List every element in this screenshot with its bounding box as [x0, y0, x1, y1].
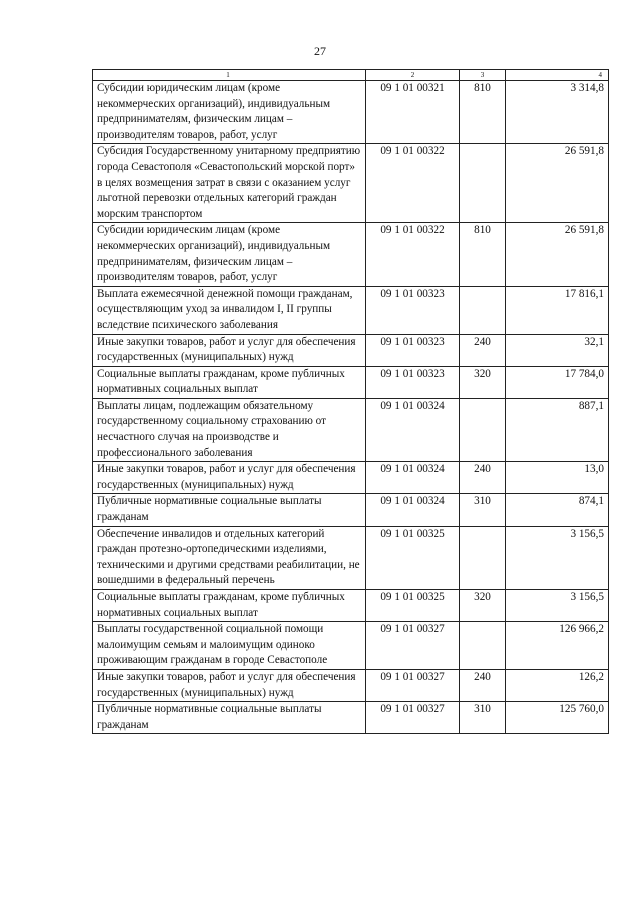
amount: 26 591,8 — [506, 144, 609, 223]
target-code: 09 1 01 00322 — [366, 144, 460, 223]
table-row — [93, 398, 609, 461]
expense-name: Публичные нормативные социальные выплаты гражданам — [93, 702, 366, 734]
expense-type: 320 — [460, 590, 506, 622]
amount: 125 760,0 — [506, 702, 609, 734]
table-row — [93, 334, 609, 366]
table-row — [93, 462, 609, 494]
target-code: 09 1 01 00321 — [366, 81, 460, 144]
target-code: 09 1 01 00323 — [366, 366, 460, 398]
expense-type — [460, 526, 506, 589]
expense-type: 320 — [460, 366, 506, 398]
table-row — [93, 622, 609, 670]
expense-type: 240 — [460, 669, 506, 701]
header-col-3: 3 — [460, 70, 506, 81]
amount: 26 591,8 — [506, 223, 609, 286]
amount: 13,0 — [506, 462, 609, 494]
expense-name: Выплата ежемесячной денежной помощи гражданам, осуществляющим уход за инвалидом I, II группы вследствие психического заболевания — [93, 286, 366, 334]
table-row — [93, 526, 609, 589]
header-col-1: 1 — [93, 70, 366, 81]
expense-name: Публичные нормативные социальные выплаты гражданам — [93, 494, 366, 526]
expense-name: Иные закупки товаров, работ и услуг для обеспечения государственных (муниципальных) нужд — [93, 669, 366, 701]
amount: 874,1 — [506, 494, 609, 526]
expense-name: Иные закупки товаров, работ и услуг для обеспечения государственных (муниципальных) нужд — [93, 334, 366, 366]
target-code: 09 1 01 00327 — [366, 622, 460, 670]
header-col-4: 4 — [506, 70, 609, 81]
table-row — [93, 286, 609, 334]
expense-name: Выплаты государственной социальной помощи малоимущим семьям и малоимущим одиноко проживающим гражданам в городе Севастополе — [93, 622, 366, 670]
table-row — [93, 702, 609, 734]
table-row — [93, 223, 609, 286]
amount: 3 156,5 — [506, 590, 609, 622]
amount: 32,1 — [506, 334, 609, 366]
target-code: 09 1 01 00327 — [366, 669, 460, 701]
expense-name: Социальные выплаты гражданам, кроме публичных нормативных социальных выплат — [93, 590, 366, 622]
amount: 887,1 — [506, 398, 609, 461]
amount: 126 966,2 — [506, 622, 609, 670]
page-number: 27 — [314, 44, 326, 58]
target-code: 09 1 01 00324 — [366, 494, 460, 526]
expense-type: 810 — [460, 81, 506, 144]
amount: 17 784,0 — [506, 366, 609, 398]
expense-type: 810 — [460, 223, 506, 286]
target-code: 09 1 01 00322 — [366, 223, 460, 286]
target-code: 09 1 01 00325 — [366, 590, 460, 622]
expense-type — [460, 286, 506, 334]
header-col-2: 2 — [366, 70, 460, 81]
expense-type — [460, 622, 506, 670]
expense-name: Иные закупки товаров, работ и услуг для обеспечения государственных (муниципальных) нужд — [93, 462, 366, 494]
expense-type — [460, 144, 506, 223]
table-row — [93, 494, 609, 526]
target-code: 09 1 01 00324 — [366, 398, 460, 461]
target-code: 09 1 01 00324 — [366, 462, 460, 494]
expense-name: Социальные выплаты гражданам, кроме публичных нормативных социальных выплат — [93, 366, 366, 398]
table-row — [93, 144, 609, 223]
expense-name: Обеспечение инвалидов и отдельных категорий граждан протезно-ортопедическими изделиями, техническими и другими средствами реабилитации, не вошедшими в федеральный перечень — [93, 526, 366, 589]
expense-type: 310 — [460, 702, 506, 734]
budget-table — [92, 69, 609, 734]
expense-name: Субсидии юридическим лицам (кроме некоммерческих организаций), индивидуальным предпринимателям, физическим лицам – производителям товаров, работ, услуг — [93, 81, 366, 144]
target-code: 09 1 01 00325 — [366, 526, 460, 589]
table-header-row — [93, 70, 609, 81]
table-row — [93, 590, 609, 622]
expense-type — [460, 398, 506, 461]
table-row — [93, 81, 609, 144]
expense-name: Субсидия Государственному унитарному предприятию города Севастополя «Севастопольский морской порт» в целях возмещения затрат в связи с оказанием услуг льготной перевозки отдельных категорий граждан морским транспортом — [93, 144, 366, 223]
table-row — [93, 366, 609, 398]
target-code: 09 1 01 00323 — [366, 286, 460, 334]
amount: 3 156,5 — [506, 526, 609, 589]
expense-name: Выплаты лицам, подлежащим обязательному государственному социальному страхованию от несчастного случая на производстве и профессионального заболевания — [93, 398, 366, 461]
expense-type: 240 — [460, 334, 506, 366]
table-row — [93, 669, 609, 701]
target-code: 09 1 01 00327 — [366, 702, 460, 734]
target-code: 09 1 01 00323 — [366, 334, 460, 366]
expense-type: 240 — [460, 462, 506, 494]
amount: 3 314,8 — [506, 81, 609, 144]
amount: 126,2 — [506, 669, 609, 701]
expense-name: Субсидии юридическим лицам (кроме некоммерческих организаций), индивидуальным предпринимателям, физическим лицам – производителям товаров, работ, услуг — [93, 223, 366, 286]
amount: 17 816,1 — [506, 286, 609, 334]
expense-type: 310 — [460, 494, 506, 526]
